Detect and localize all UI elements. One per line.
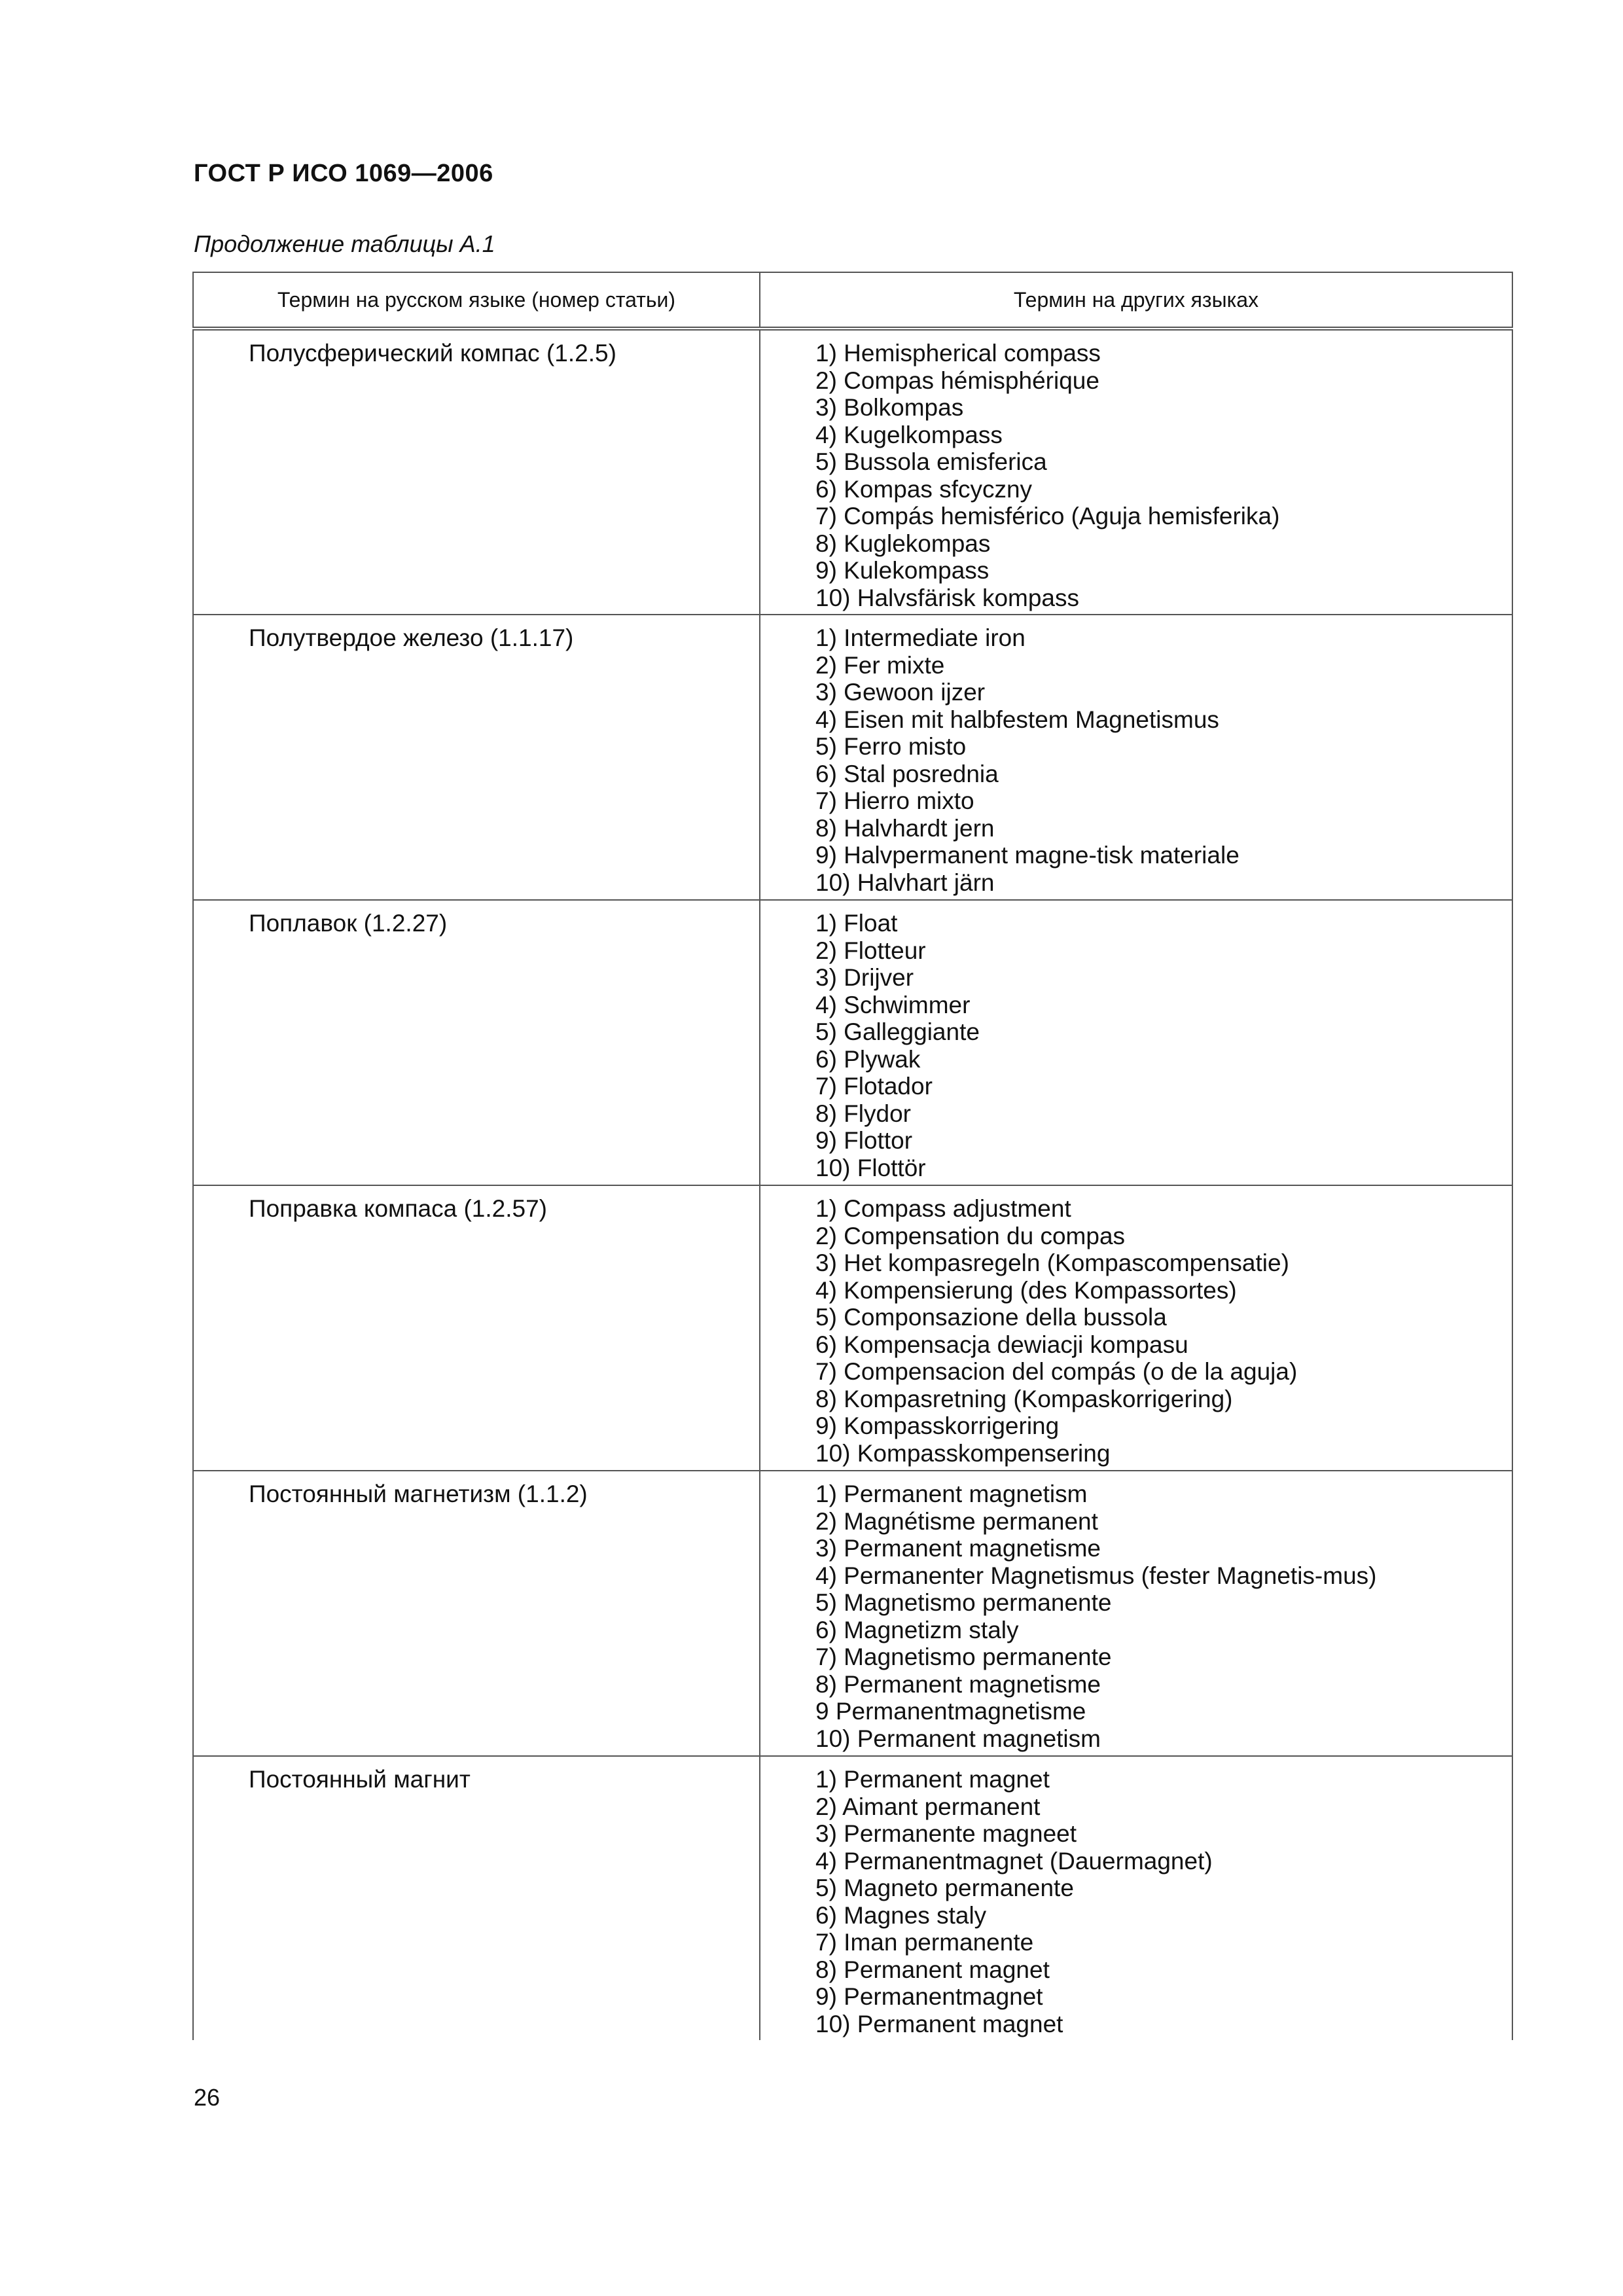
translation-item: 3) Gewoon ijzer bbox=[815, 679, 986, 706]
translations-cell bbox=[760, 329, 1512, 615]
translation-item: 10) Permanent magnetism bbox=[815, 1725, 1101, 1752]
translation-item: 1) Permanent magnetism bbox=[815, 1480, 1088, 1507]
translation-item: 10) Halvhart järn bbox=[815, 869, 995, 896]
translation-item: 4) Kompensierung (des Kompassortes) bbox=[815, 1276, 1237, 1304]
table-row bbox=[193, 615, 1512, 900]
translation-item: 5) Bussola emisferica bbox=[815, 448, 1047, 475]
translation-item: 10) Halvsfärisk kompass bbox=[815, 584, 1080, 611]
translation-item: 10) Permanent magnet bbox=[815, 2010, 1063, 2037]
russian-term: Полутвердое железо (1.1.17) bbox=[249, 624, 574, 651]
translation-item: 10) Kompasskompensering bbox=[815, 1439, 1111, 1467]
russian-term-cell bbox=[193, 329, 760, 615]
translation-item: 1) Intermediate iron bbox=[815, 624, 1026, 651]
translations-cell bbox=[760, 1756, 1512, 2040]
translation-item: 4) Permanenter Magnetismus (fester Magnetis-mus) bbox=[815, 1562, 1377, 1589]
translation-item: 8) Flydor bbox=[815, 1100, 911, 1127]
translation-item: 7) Magnetismo permanente bbox=[815, 1643, 1112, 1670]
translation-item: 8) Permanent magnet bbox=[815, 1956, 1050, 1983]
russian-term: Постоянный магнит bbox=[249, 1766, 471, 1793]
translation-item: 3) Permanente magneet bbox=[815, 1820, 1077, 1847]
translation-item: 5) Magnetismo permanente bbox=[815, 1589, 1112, 1616]
translation-item: 7) Compensacion del compás (o de la aguja) bbox=[815, 1358, 1298, 1385]
translation-item: 7) Iman permanente bbox=[815, 1929, 1034, 1956]
translations-list bbox=[760, 901, 1512, 1184]
page-number: 26 bbox=[194, 2084, 221, 2111]
translation-item: 3) Permanent magnetisme bbox=[815, 1535, 1101, 1562]
table-row bbox=[193, 1185, 1512, 1471]
translation-item: 9) Kulekompass bbox=[815, 557, 990, 584]
translation-item: 8) Permanent magnetisme bbox=[815, 1670, 1101, 1698]
document-code: ГОСТ Р ИСО 1069—2006 bbox=[194, 160, 493, 187]
table-header-row bbox=[193, 272, 1512, 329]
translation-item: 1) Hemispherical compass bbox=[815, 340, 1101, 367]
russian-term: Полусферический компас (1.2.5) bbox=[249, 340, 616, 367]
table-row bbox=[193, 1756, 1512, 2040]
russian-term: Поправка компаса (1.2.57) bbox=[249, 1195, 547, 1222]
translations-list bbox=[760, 1471, 1512, 1755]
column-header-other-languages: Термин на других языках bbox=[760, 272, 1512, 329]
russian-term-cell bbox=[193, 1471, 760, 1756]
table-body bbox=[193, 329, 1512, 2040]
column-header-russian-term: Термин на русском языке (номер статьи) bbox=[193, 272, 760, 329]
russian-term-cell bbox=[193, 1185, 760, 1471]
translation-item: 9) Flottor bbox=[815, 1127, 913, 1154]
translation-item: 2) Fer mixte bbox=[815, 651, 945, 679]
translation-item: 4) Schwimmer bbox=[815, 991, 971, 1018]
table-row bbox=[193, 329, 1512, 615]
translation-item: 9) Halvpermanent magne-tisk materiale bbox=[815, 842, 1240, 869]
translation-item: 6) Kompas sfcyczny bbox=[815, 475, 1033, 503]
translation-item: 6) Magnetizm staly bbox=[815, 1616, 1019, 1643]
translation-item: 3) Het kompasregeln (Kompascompensatie) bbox=[815, 1249, 1289, 1276]
translation-item: 3) Drijver bbox=[815, 964, 914, 991]
translation-item: 8) Kompasretning (Kompaskorrigering) bbox=[815, 1385, 1233, 1412]
translation-item: 5) Ferro misto bbox=[815, 733, 967, 760]
translation-item: 6) Magnes staly bbox=[815, 1901, 987, 1929]
translations-cell bbox=[760, 615, 1512, 900]
translations-cell bbox=[760, 1471, 1512, 1756]
russian-term-cell bbox=[193, 900, 760, 1185]
translation-item: 5) Componsazione della bussola bbox=[815, 1304, 1167, 1331]
table-row bbox=[193, 1471, 1512, 1756]
translation-item: 7) Hierro mixto bbox=[815, 787, 974, 814]
translation-item: 2) Magnétisme permanent bbox=[815, 1507, 1098, 1535]
translation-item: 2) Compas hémisphérique bbox=[815, 367, 1099, 394]
translation-item: 9) Kompasskorrigering bbox=[815, 1412, 1060, 1439]
translation-item: 7) Compás hemisférico (Aguja hemisferika) bbox=[815, 503, 1280, 529]
translation-item: 5) Magneto permanente bbox=[815, 1874, 1074, 1901]
translation-item: 2) Aimant permanent bbox=[815, 1793, 1041, 1820]
table-caption: Продолжение таблицы А.1 bbox=[194, 230, 495, 257]
translations-cell bbox=[760, 900, 1512, 1185]
translation-item: 2) Flotteur bbox=[815, 937, 926, 964]
translation-item: 4) Permanentmagnet (Dauermagnet) bbox=[815, 1847, 1213, 1874]
translations-list bbox=[760, 331, 1512, 614]
translation-item: 9 Permanentmagnetisme bbox=[815, 1698, 1086, 1725]
translation-item: 8) Kuglekompas bbox=[815, 529, 991, 557]
translation-item: 2) Compensation du compas bbox=[815, 1222, 1126, 1249]
translation-item: 8) Halvhardt jern bbox=[815, 814, 995, 842]
translation-item: 4) Kugelkompass bbox=[815, 421, 1003, 448]
translation-item: 5) Galleggiante bbox=[815, 1018, 980, 1045]
russian-term-cell bbox=[193, 615, 760, 900]
translation-item: 10) Flottör bbox=[815, 1154, 926, 1181]
translation-item: 6) Plywak bbox=[815, 1045, 921, 1073]
translation-item: 1) Float bbox=[815, 910, 898, 937]
translation-item: 1) Permanent magnet bbox=[815, 1766, 1050, 1793]
translation-item: 9) Permanentmagnet bbox=[815, 1983, 1043, 2010]
translations-cell bbox=[760, 1185, 1512, 1471]
russian-term: Постоянный магнетизм (1.1.2) bbox=[249, 1480, 588, 1507]
translations-list bbox=[760, 1757, 1512, 2040]
translation-item: 4) Eisen mit halbfestem Magnetismus bbox=[815, 706, 1219, 733]
translation-item: 6) Kompensacja dewiacji kompasu bbox=[815, 1331, 1188, 1358]
table-row bbox=[193, 900, 1512, 1185]
translation-item: 1) Compass adjustment bbox=[815, 1195, 1071, 1222]
translation-item: 3) Bolkompas bbox=[815, 394, 964, 421]
translation-item: 7) Flotador bbox=[815, 1073, 933, 1100]
russian-term: Поплавок (1.2.27) bbox=[249, 910, 448, 937]
translations-list bbox=[760, 1186, 1512, 1469]
russian-term-cell bbox=[193, 1756, 760, 2040]
translations-list bbox=[760, 615, 1512, 899]
translation-item: 6) Stal posrednia bbox=[815, 760, 999, 787]
terms-table bbox=[192, 272, 1513, 2040]
